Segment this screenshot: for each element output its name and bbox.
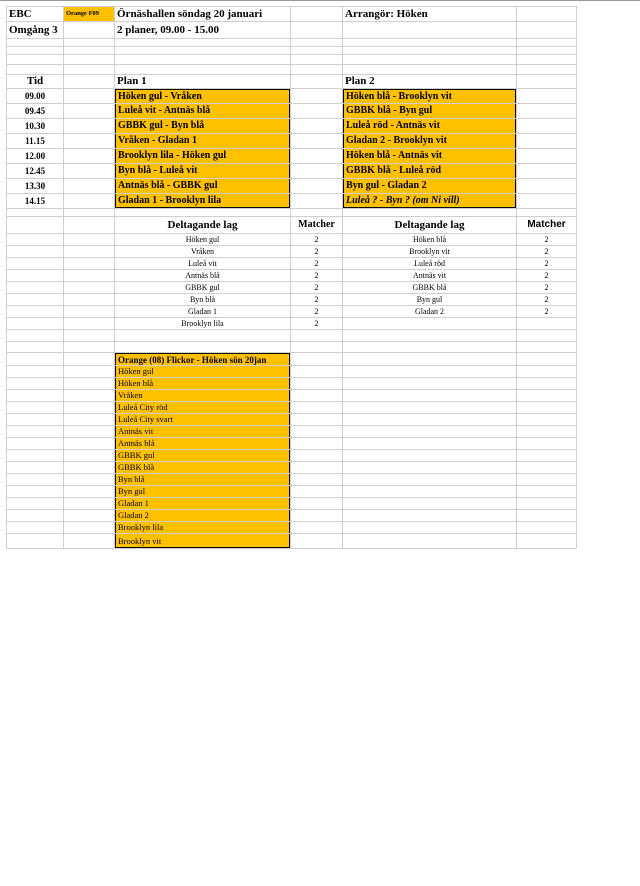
team-match-count: 2	[544, 283, 549, 292]
roster-item: Gladan 1	[115, 498, 290, 509]
team-name: Gladan 1	[187, 307, 218, 316]
grid-line-horizontal	[6, 329, 576, 330]
grid-line-horizontal	[6, 46, 576, 47]
team-name: Byn blå	[189, 295, 216, 304]
grid-line-horizontal	[6, 365, 576, 366]
teams-header-right: Deltagande lag	[394, 219, 465, 231]
roster-item: GBBK blå	[115, 462, 290, 473]
plan2-match: Luleå ? - Byn ? (om Ni vill)	[343, 194, 516, 208]
teams-header-left: Deltagande lag	[167, 219, 238, 231]
page-subtitle: 2 planer, 09.00 - 15.00	[117, 24, 219, 36]
grid-line-horizontal	[6, 437, 576, 438]
grid-line-horizontal	[6, 473, 576, 474]
match-time: 12.00	[24, 151, 46, 161]
team-match-count: 2	[314, 283, 319, 292]
grid-line-horizontal	[6, 54, 576, 55]
grid-line-horizontal	[6, 521, 576, 522]
team-name: Antnäs vit	[412, 271, 447, 280]
plan2-match: Luleå röd - Antnäs vit	[343, 119, 516, 133]
plan1-column-header: Plan 1	[117, 75, 147, 87]
roster-item: Brooklyn lila	[115, 522, 290, 533]
team-match-count: 2	[314, 247, 319, 256]
roster-item: Byn gul	[115, 486, 290, 497]
grid-line-horizontal	[6, 208, 576, 209]
roster-item: Höken gul	[115, 366, 290, 377]
grid-line-horizontal	[6, 401, 576, 402]
grid-line-horizontal	[6, 497, 576, 498]
plan1-match: Brooklyn lila - Höken gul	[115, 149, 290, 163]
grid-line-horizontal	[6, 64, 576, 65]
team-name: Byn gul	[416, 295, 443, 304]
plan2-column-header: Plan 2	[345, 75, 375, 87]
plan1-match: Gladan 1 - Brooklyn lila	[115, 194, 290, 208]
grid-line-horizontal	[6, 352, 576, 353]
team-match-count: 2	[544, 247, 549, 256]
team-match-count: 2	[314, 271, 319, 280]
matches-header-left: Matcher	[298, 219, 335, 230]
plan2-match: Höken blå - Brooklyn vit	[343, 89, 516, 103]
roster-item: Brooklyn vit	[115, 534, 290, 548]
team-name: Vråken	[190, 247, 215, 256]
grid-line-horizontal	[6, 461, 576, 462]
team-match-count: 2	[544, 235, 549, 244]
grid-line-horizontal	[6, 341, 576, 342]
plan2-match: Gladan 2 - Brooklyn vit	[343, 134, 516, 148]
match-time: 09.00	[24, 91, 46, 101]
team-match-count: 2	[314, 295, 319, 304]
team-name: Luleå vit	[188, 259, 217, 268]
grid-line-horizontal	[6, 389, 576, 390]
team-name: Gladan 2	[414, 307, 445, 316]
team-match-count: 2	[314, 319, 319, 328]
team-name: Höken blå	[412, 235, 447, 244]
roster-item: Luleå City röd	[115, 402, 290, 413]
grid-line-horizontal	[6, 509, 576, 510]
team-name: GBBK blå	[412, 283, 447, 292]
match-time: 11.15	[25, 136, 45, 146]
team-name: Luleå röd	[414, 259, 445, 268]
roster-item: Gladan 2	[115, 510, 290, 521]
round-label: Omgång 3	[9, 24, 58, 36]
team-name: Brooklyn lila	[181, 319, 224, 328]
matches-header-right: Matcher	[527, 219, 566, 230]
grid-line-horizontal	[6, 485, 576, 486]
plan1-match: Luleå vit - Antnäs blå	[115, 104, 290, 118]
team-match-count: 2	[544, 259, 549, 268]
grid-line-vertical	[576, 6, 577, 548]
team-name: Brooklyn vit	[409, 247, 450, 256]
page-title: Örnäshallen söndag 20 januari	[117, 8, 263, 20]
grid-line-horizontal	[6, 533, 576, 534]
plan1-match: Byn blå - Luleå vit	[115, 164, 290, 178]
match-time: 10.30	[24, 121, 46, 131]
grid-line-horizontal	[6, 38, 576, 39]
grid-line-horizontal	[6, 425, 576, 426]
grid-line-horizontal	[6, 449, 576, 450]
top-rule	[0, 0, 640, 1]
plan1-match: Vråken - Gladan 1	[115, 134, 290, 148]
roster-item: Vråken	[115, 390, 290, 401]
group-badge: Orange F09	[64, 7, 114, 21]
team-match-count: 2	[544, 271, 549, 280]
organizer-label: Arrangör: Höken	[345, 8, 428, 20]
roster-item: Höken blå	[115, 378, 290, 389]
plan2-match: Höken blå - Antnäs vit	[343, 149, 516, 163]
match-time: 09.45	[24, 106, 46, 116]
plan2-match: GBBK blå - Byn gul	[343, 104, 516, 118]
grid-line-horizontal	[6, 548, 576, 549]
spreadsheet	[6, 6, 576, 548]
team-match-count: 2	[314, 259, 319, 268]
roster-item: Antnäs blå	[115, 438, 290, 449]
roster-item: Byn blå	[115, 474, 290, 485]
match-time: 14.15	[24, 196, 46, 206]
team-match-count: 2	[314, 235, 319, 244]
grid-line-vertical	[63, 6, 64, 548]
plan2-match: GBBK blå - Luleå röd	[343, 164, 516, 178]
plan1-match: Antnäs blå - GBBK gul	[115, 179, 290, 193]
team-match-count: 2	[314, 307, 319, 316]
plan1-match: Höken gul - Vråken	[115, 89, 290, 103]
org-label: EBC	[9, 8, 32, 20]
roster-item: Luleå City svart	[115, 414, 290, 425]
grid-line-horizontal	[6, 377, 576, 378]
plan2-match: Byn gul - Gladan 2	[343, 179, 516, 193]
roster-item: Antnäs vit	[115, 426, 290, 437]
team-name: Höken gul	[185, 235, 220, 244]
roster-title: Orange (08) Flickor - Höken sön 20jan	[115, 353, 290, 365]
match-time: 13.30	[24, 181, 46, 191]
plan1-match: GBBK gul - Byn blå	[115, 119, 290, 133]
team-name: GBBK gul	[185, 283, 220, 292]
team-name: Antnäs blå	[185, 271, 220, 280]
grid-line-horizontal	[6, 413, 576, 414]
time-column-header: Tid	[26, 75, 44, 87]
team-match-count: 2	[544, 295, 549, 304]
match-time: 12.45	[24, 166, 46, 176]
roster-item: GBBK gul	[115, 450, 290, 461]
team-match-count: 2	[544, 307, 549, 316]
